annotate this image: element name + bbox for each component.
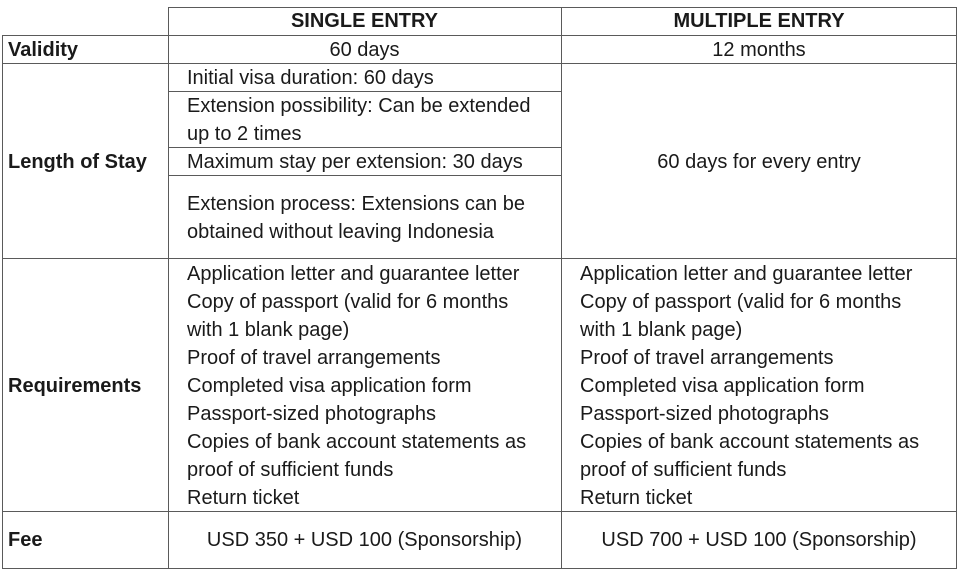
requirement-single-item: Copy of passport (valid for 6 months — [187, 291, 509, 313]
grid-line — [2, 258, 957, 259]
requirement-single-item: Application letter and guarantee letter — [187, 263, 520, 285]
requirement-multiple-item: proof of sufficient funds — [580, 459, 787, 481]
fee-single: USD 350 + USD 100 (Sponsorship) — [206, 529, 523, 551]
requirement-multiple-item: with 1 blank page) — [580, 319, 743, 341]
row-label-validity: Validity — [8, 39, 79, 61]
visa-comparison-table — [2, 7, 957, 569]
header-single-entry: SINGLE ENTRY — [290, 10, 439, 32]
grid-line — [168, 7, 169, 569]
validity-single: 60 days — [329, 39, 400, 61]
grid-line — [2, 511, 957, 512]
stay-single-item: Extension process: Extensions can be — [187, 193, 525, 215]
requirement-multiple-item: Passport-sized photographs — [580, 403, 830, 425]
stay-single-item: up to 2 times — [187, 123, 302, 145]
requirement-multiple-item: Completed visa application form — [580, 375, 865, 397]
requirement-single-item: Copies of bank account statements as — [187, 431, 527, 453]
grid-line — [2, 568, 957, 569]
grid-line — [2, 35, 3, 569]
requirement-multiple-item: Copies of bank account statements as — [580, 431, 920, 453]
stay-single-item: Initial visa duration: 60 days — [187, 67, 434, 89]
row-label-length-of-stay: Length of Stay — [8, 151, 147, 173]
grid-line — [956, 7, 957, 569]
requirement-multiple-item: Application letter and guarantee letter — [580, 263, 913, 285]
stay-single-item: obtained without leaving Indonesia — [187, 221, 494, 243]
stay-single-item: Extension possibility: Can be extended — [187, 95, 531, 117]
row-label-fee: Fee — [8, 529, 43, 551]
requirement-single-item: Completed visa application form — [187, 375, 472, 397]
stay-multiple: 60 days for every entry — [657, 151, 861, 173]
requirement-single-item: Return ticket — [187, 487, 300, 509]
row-label-requirements: Requirements — [8, 375, 142, 397]
requirement-single-item: with 1 blank page) — [187, 319, 350, 341]
stay-single-item: Maximum stay per extension: 30 days — [187, 151, 523, 173]
header-multiple-entry: MULTIPLE ENTRY — [673, 10, 845, 32]
validity-multiple: 12 months — [712, 39, 806, 61]
requirement-multiple-item: Proof of travel arrangements — [580, 347, 834, 369]
grid-line — [561, 7, 562, 569]
requirement-single-item: Proof of travel arrangements — [187, 347, 441, 369]
requirement-multiple-item: Copy of passport (valid for 6 months — [580, 291, 902, 313]
requirement-single-item: proof of sufficient funds — [187, 459, 394, 481]
fee-multiple: USD 700 + USD 100 (Sponsorship) — [601, 529, 917, 551]
requirement-multiple-item: Return ticket — [580, 487, 693, 509]
requirement-single-item: Passport-sized photographs — [187, 403, 437, 425]
